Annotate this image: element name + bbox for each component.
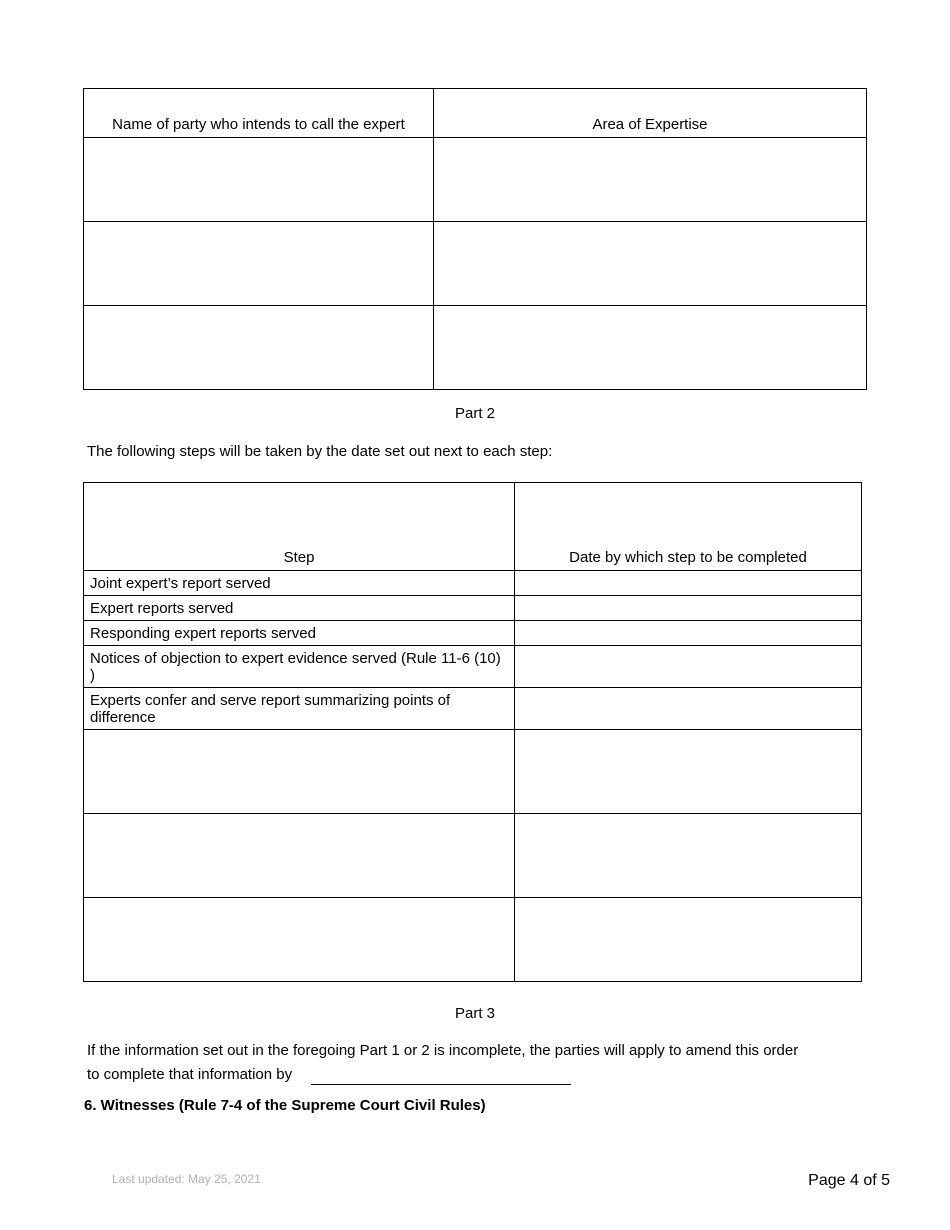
date-cell[interactable]: [515, 688, 862, 730]
table-row: [84, 596, 862, 621]
step-cell: Notices of objection to expert evidence served (Rule 11-6 (10) ): [84, 646, 515, 688]
date-cell[interactable]: [515, 646, 862, 688]
step-cell: Joint expert’s report served: [84, 571, 515, 596]
expertise-cell[interactable]: [434, 306, 867, 390]
date-cell[interactable]: [515, 571, 862, 596]
table-row: [84, 646, 862, 688]
part3-text-line1: If the information set out in the foregoing Part 1 or 2 is incomplete, the parties will apply to amend this order: [87, 1042, 799, 1059]
column-header-date: Date by which step to be completed: [515, 483, 862, 571]
table-row: [84, 621, 862, 646]
date-cell[interactable]: [515, 596, 862, 621]
table-row: [84, 138, 867, 222]
table-row: [84, 306, 867, 390]
date-cell[interactable]: [515, 730, 862, 814]
expert-table: [83, 88, 867, 390]
table-row: [84, 571, 862, 596]
column-header-expertise: Area of Expertise: [434, 89, 867, 138]
table-header-row: [84, 89, 867, 138]
party-cell[interactable]: [84, 222, 434, 306]
last-updated: Last updated: May 25, 2021: [112, 1172, 261, 1186]
step-cell: Experts confer and serve report summarizing points of difference: [84, 688, 515, 730]
table-row: [84, 688, 862, 730]
step-cell: Expert reports served: [84, 596, 515, 621]
date-cell[interactable]: [515, 898, 862, 982]
table-row: [84, 730, 862, 814]
table-row: [84, 222, 867, 306]
part2-heading: Part 2: [454, 405, 496, 422]
date-cell[interactable]: [515, 621, 862, 646]
section6-heading: 6. Witnesses (Rule 7-4 of the Supreme Court Civil Rules): [84, 1097, 486, 1114]
table-header-row: [84, 483, 862, 571]
step-cell[interactable]: [84, 730, 515, 814]
amend-date-field[interactable]: [311, 1084, 571, 1085]
column-header-party: Name of party who intends to call the expert: [84, 89, 434, 138]
party-cell[interactable]: [84, 138, 434, 222]
table-row: [84, 898, 862, 982]
party-cell[interactable]: [84, 306, 434, 390]
part3-heading: Part 3: [454, 1005, 496, 1022]
step-cell[interactable]: [84, 814, 515, 898]
step-cell[interactable]: [84, 898, 515, 982]
page-number: Page 4 of 5: [808, 1172, 890, 1189]
step-cell: Responding expert reports served: [84, 621, 515, 646]
date-cell[interactable]: [515, 814, 862, 898]
expertise-cell[interactable]: [434, 138, 867, 222]
column-header-step: Step: [84, 483, 515, 571]
expertise-cell[interactable]: [434, 222, 867, 306]
steps-table: [83, 482, 862, 982]
part3-text-line2: to complete that information by: [87, 1066, 293, 1083]
table-row: [84, 814, 862, 898]
part2-intro: The following steps will be taken by the date set out next to each step:: [87, 443, 553, 460]
